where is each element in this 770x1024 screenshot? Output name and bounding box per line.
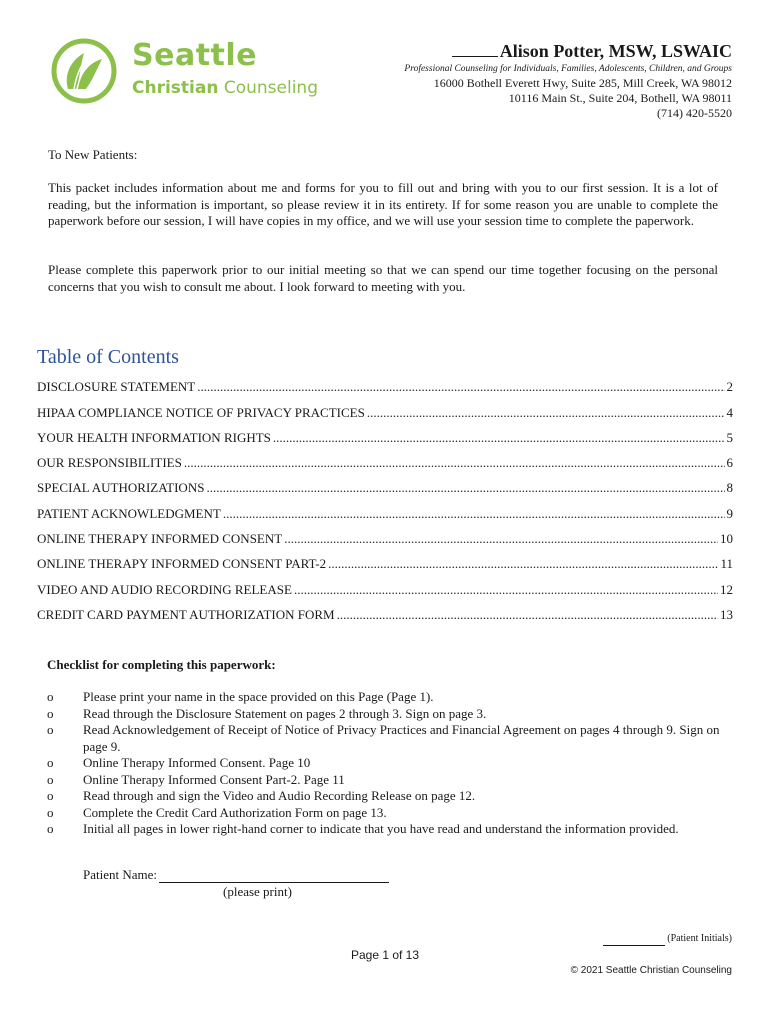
bullet: o xyxy=(47,788,54,803)
patient-initials-label: (Patient Initials) xyxy=(667,933,732,944)
logo-subtitle xyxy=(132,77,318,99)
checklist-item xyxy=(47,755,727,772)
logo-title: Seattle xyxy=(132,38,258,73)
letterhead xyxy=(332,40,732,121)
toc-label: SPECIAL AUTHORIZATIONS xyxy=(37,480,205,496)
toc-entry[interactable] xyxy=(37,446,733,471)
checklist-title: Checklist for completing this paperwork: xyxy=(47,657,276,672)
patient-initials-field[interactable] xyxy=(603,935,665,946)
tagline: Professional Counseling for Individuals, Families, Adolescents, Children, and Groups xyxy=(404,64,732,74)
bullet: o xyxy=(47,722,54,737)
toc-label: ONLINE THERAPY INFORMED CONSENT PART-2 xyxy=(37,556,327,572)
bullet: o xyxy=(47,804,54,820)
intro-paragraph-2: Please complete this paperwork prior to our initial meeting so that we can spend our time together focusing on the personal concerns that you wish to consult me about. I look forward to meeting with you. xyxy=(48,262,718,294)
table-of-contents xyxy=(37,370,733,623)
logo-subtitle-bold: Christian xyxy=(132,78,219,98)
bullet: o xyxy=(47,705,54,721)
toc-entry[interactable] xyxy=(37,471,733,496)
checklist-item xyxy=(47,788,727,805)
bullet: o xyxy=(47,771,54,787)
toc-page: 9 xyxy=(726,505,733,521)
toc-page: 8 xyxy=(726,480,733,496)
print-hint: (please print) xyxy=(223,884,292,899)
checklist-item-text: Online Therapy Informed Consent Part-2. Page 11 xyxy=(83,771,345,787)
address-line-1: 16000 Bothell Everett Hwy, Suite 285, Mill Creek, WA 98012 xyxy=(433,76,732,90)
name-underline xyxy=(452,56,498,57)
checklist-item-text: Read through the Disclosure Statement on pages 2 through 3. Sign on page 3. xyxy=(83,705,487,721)
page-number: Page 1 of 13 xyxy=(350,948,420,962)
toc-entry[interactable] xyxy=(37,395,733,420)
checklist-item-text: Online Therapy Informed Consent. Page 10 xyxy=(83,755,311,770)
toc-label: YOUR HEALTH INFORMATION RIGHTS xyxy=(37,429,271,445)
leaf-logo-icon xyxy=(50,37,118,105)
toc-entry[interactable] xyxy=(37,421,733,446)
checklist-item xyxy=(47,821,727,838)
toc-leader xyxy=(328,556,718,572)
toc-leader xyxy=(284,531,718,547)
patient-name-row xyxy=(83,866,389,883)
checklist-item-text: Read through and sign the Video and Audio Recording Release on page 12. xyxy=(83,788,476,803)
toc-page: 2 xyxy=(726,379,733,395)
counselor-name: Alison Potter, MSW, LSWAIC xyxy=(499,41,732,61)
toc-page: 5 xyxy=(726,429,733,445)
patient-name-label: Patient Name: xyxy=(83,867,158,882)
toc-label: HIPAA COMPLIANCE NOTICE OF PRIVACY PRACTICES xyxy=(37,404,365,420)
toc-entry[interactable] xyxy=(37,496,733,521)
toc-entry[interactable] xyxy=(37,572,733,597)
toc-label: VIDEO AND AUDIO RECORDING RELEASE xyxy=(37,581,292,597)
checklist-item-text: Complete the Credit Card Authorization Form on page 13. xyxy=(83,804,387,820)
checklist-item xyxy=(47,722,727,755)
toc-entry[interactable] xyxy=(37,598,733,623)
checklist-item-text: Initial all pages in lower right-hand corner to indicate that you have read and understand the information provided. xyxy=(83,821,679,836)
toc-label: ONLINE THERAPY INFORMED CONSENT xyxy=(37,531,283,547)
toc-label: PATIENT ACKNOWLEDGMENT xyxy=(37,505,221,521)
phone-number: (714) 420-5520 xyxy=(657,106,732,120)
toc-label: CREDIT CARD PAYMENT AUTHORIZATION FORM xyxy=(37,606,335,622)
logo xyxy=(50,37,330,105)
toc-page: 10 xyxy=(720,531,733,547)
toc-leader xyxy=(184,455,725,471)
toc-leader xyxy=(197,379,724,395)
patient-initials-row xyxy=(603,932,732,946)
toc-entry[interactable] xyxy=(37,547,733,572)
checklist-item-text: Please print your name in the space provided on this Page (Page 1). xyxy=(83,689,434,704)
toc-leader xyxy=(273,430,725,446)
toc-leader xyxy=(337,607,718,623)
toc-entry[interactable] xyxy=(37,522,733,547)
checklist-item xyxy=(47,805,727,822)
checklist-item-text: Read Acknowledgement of Receipt of Notice of Privacy Practices and Financial Agreement on pages 4 through 9. Sign on page 9. xyxy=(83,722,720,754)
toc-leader xyxy=(206,480,724,496)
toc-leader xyxy=(294,582,718,598)
checklist-item xyxy=(47,706,727,723)
intro-paragraph-1: This packet includes information about me and forms for you to fill out and bring with you to our first session. It is a lot of reading, but the information is important, so please review it in its entirety. If for some reason you are unable to complete the paperwork before our session, I will have copies in my office, and we will use your session time to complete the paperwork. xyxy=(48,180,718,228)
greeting: To New Patients: xyxy=(48,147,138,162)
toc-entry[interactable] xyxy=(37,370,733,395)
toc-label: DISCLOSURE STATEMENT xyxy=(37,379,196,395)
counselor-name-row xyxy=(332,40,732,62)
toc-page: 11 xyxy=(720,556,733,572)
checklist-item xyxy=(47,772,727,789)
checklist-item xyxy=(47,689,727,706)
toc-page: 6 xyxy=(726,455,733,471)
patient-name-field[interactable] xyxy=(159,869,389,883)
bullet: o xyxy=(47,689,54,704)
bullet: o xyxy=(47,755,54,770)
toc-leader xyxy=(223,506,725,522)
copyright: © 2021 Seattle Christian Counseling xyxy=(570,965,732,976)
toc-page: 12 xyxy=(720,581,733,597)
toc-page: 4 xyxy=(726,404,733,420)
logo-subtitle-light: Counseling xyxy=(218,78,318,98)
toc-label: OUR RESPONSIBILITIES xyxy=(37,455,182,471)
toc-page: 13 xyxy=(720,606,733,622)
checklist xyxy=(47,689,727,838)
bullet: o xyxy=(47,821,54,836)
toc-leader xyxy=(367,405,725,421)
toc-title: Table of Contents xyxy=(37,346,179,368)
address-line-2: 10116 Main St., Suite 204, Bothell, WA 98011 xyxy=(508,91,732,105)
